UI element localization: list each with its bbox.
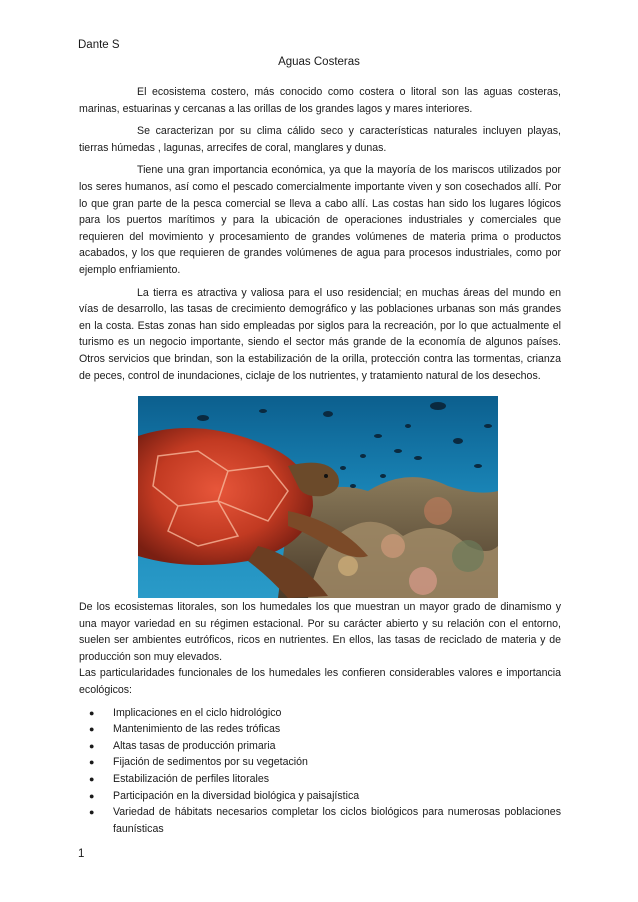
- bullet-icon: ●: [89, 757, 95, 768]
- author-name: Dante S: [78, 39, 120, 51]
- bullet-icon: ●: [89, 773, 95, 784]
- bullet-icon: ●: [89, 724, 95, 735]
- bullet-icon: ●: [89, 790, 95, 801]
- list-item-text: Altas tasas de producción primaria: [113, 739, 276, 752]
- ecological-values-list: [79, 705, 561, 838]
- list-item-text: Variedad de hábitats necesarios completar los ciclos biológicos para numerosas poblaciones faunísticas: [113, 806, 561, 835]
- page-number: 1: [78, 848, 85, 860]
- list-item: [79, 804, 561, 837]
- bullet-icon: ●: [89, 807, 95, 818]
- bullet-icon: ●: [89, 707, 95, 718]
- paragraph: Tiene una gran importancia económica, ya que la mayoría de los mariscos utilizados por los seres humanos, así como el pescado comercialmente importante viven y son cosechados allí. Por lo que gran parte de la pesca comercial se lleva a cabo allí. Las costas han sido los lugares lógicos para los puertos marítimos y para la ubicación de operaciones industriales y comerciales que requieren del movimiento y procesamiento de grandes volúmenes de materia prima o productos acabados, y los que requieren de grandes volúmenes de agua para procesos industriales, como por ejemplo enfriamiento.: [79, 164, 561, 276]
- paragraph: Se caracterizan por su clima cálido seco y características naturales incluyen playas, tierras húmedas , lagunas, arrecifes de coral, manglares y dunas.: [79, 125, 561, 154]
- document-title: Aguas Costeras: [278, 56, 360, 68]
- list-item-text: Fijación de sedimentos por su vegetación: [113, 756, 308, 769]
- list-item: [79, 754, 561, 771]
- bullet-icon: ●: [89, 740, 95, 751]
- list-item: [79, 771, 561, 788]
- paragraph: De los ecosistemas litorales, son los humedales los que muestran un mayor grado de dinamismo y una mayor variedad en su régimen estacional. Por su carácter abierto y su relación con el entorno, suelen ser ambientes eutróficos, ricos en nutrientes. En ellos, las tasas de reciclado de materia y de producción son muy elevados.: [79, 601, 561, 663]
- list-item: [79, 705, 561, 722]
- paragraph: El ecosistema costero, más conocido como costera o litoral son las aguas costeras, marinas, estuarinas y cercanas a las orillas de los grandes lagos y mares interiores.: [79, 86, 561, 115]
- list-item: [79, 738, 561, 755]
- wetlands-text: [79, 599, 561, 837]
- list-item-text: Participación en la diversidad biológica y paisajística: [113, 789, 360, 802]
- list-item: [79, 721, 561, 738]
- sea-turtle-photo: [138, 396, 498, 598]
- list-item-text: Estabilización de perfiles litorales: [113, 772, 270, 785]
- intro-text: [79, 84, 561, 390]
- paragraph: La tierra es atractiva y valiosa para el uso residencial; en muchas áreas del mundo en vías de desarrollo, las tasas de crecimiento demográfico y las poblaciones urbanas son más grandes en la costa. Estas zonas han sido empleadas por siglos para la recreación, por lo que actualmente el turismo es un negocio importante, siendo el sector más grande de la economía de algunos países. Otros servicios que brindan, son la estabilización de la orilla, protección contra las tormentas, crianza de peces, control de inundaciones, ciclaje de los nutrientes, y tratamiento natural de los desechos.: [79, 286, 561, 382]
- paragraph: Las particularidades funcionales de los humedales les confieren considerables valores e importancia ecológicos:: [79, 667, 561, 696]
- list-item: [79, 788, 561, 805]
- list-item-text: Implicaciones en el ciclo hidrológico: [113, 706, 282, 719]
- list-item-text: Mantenimiento de las redes tróficas: [113, 723, 281, 736]
